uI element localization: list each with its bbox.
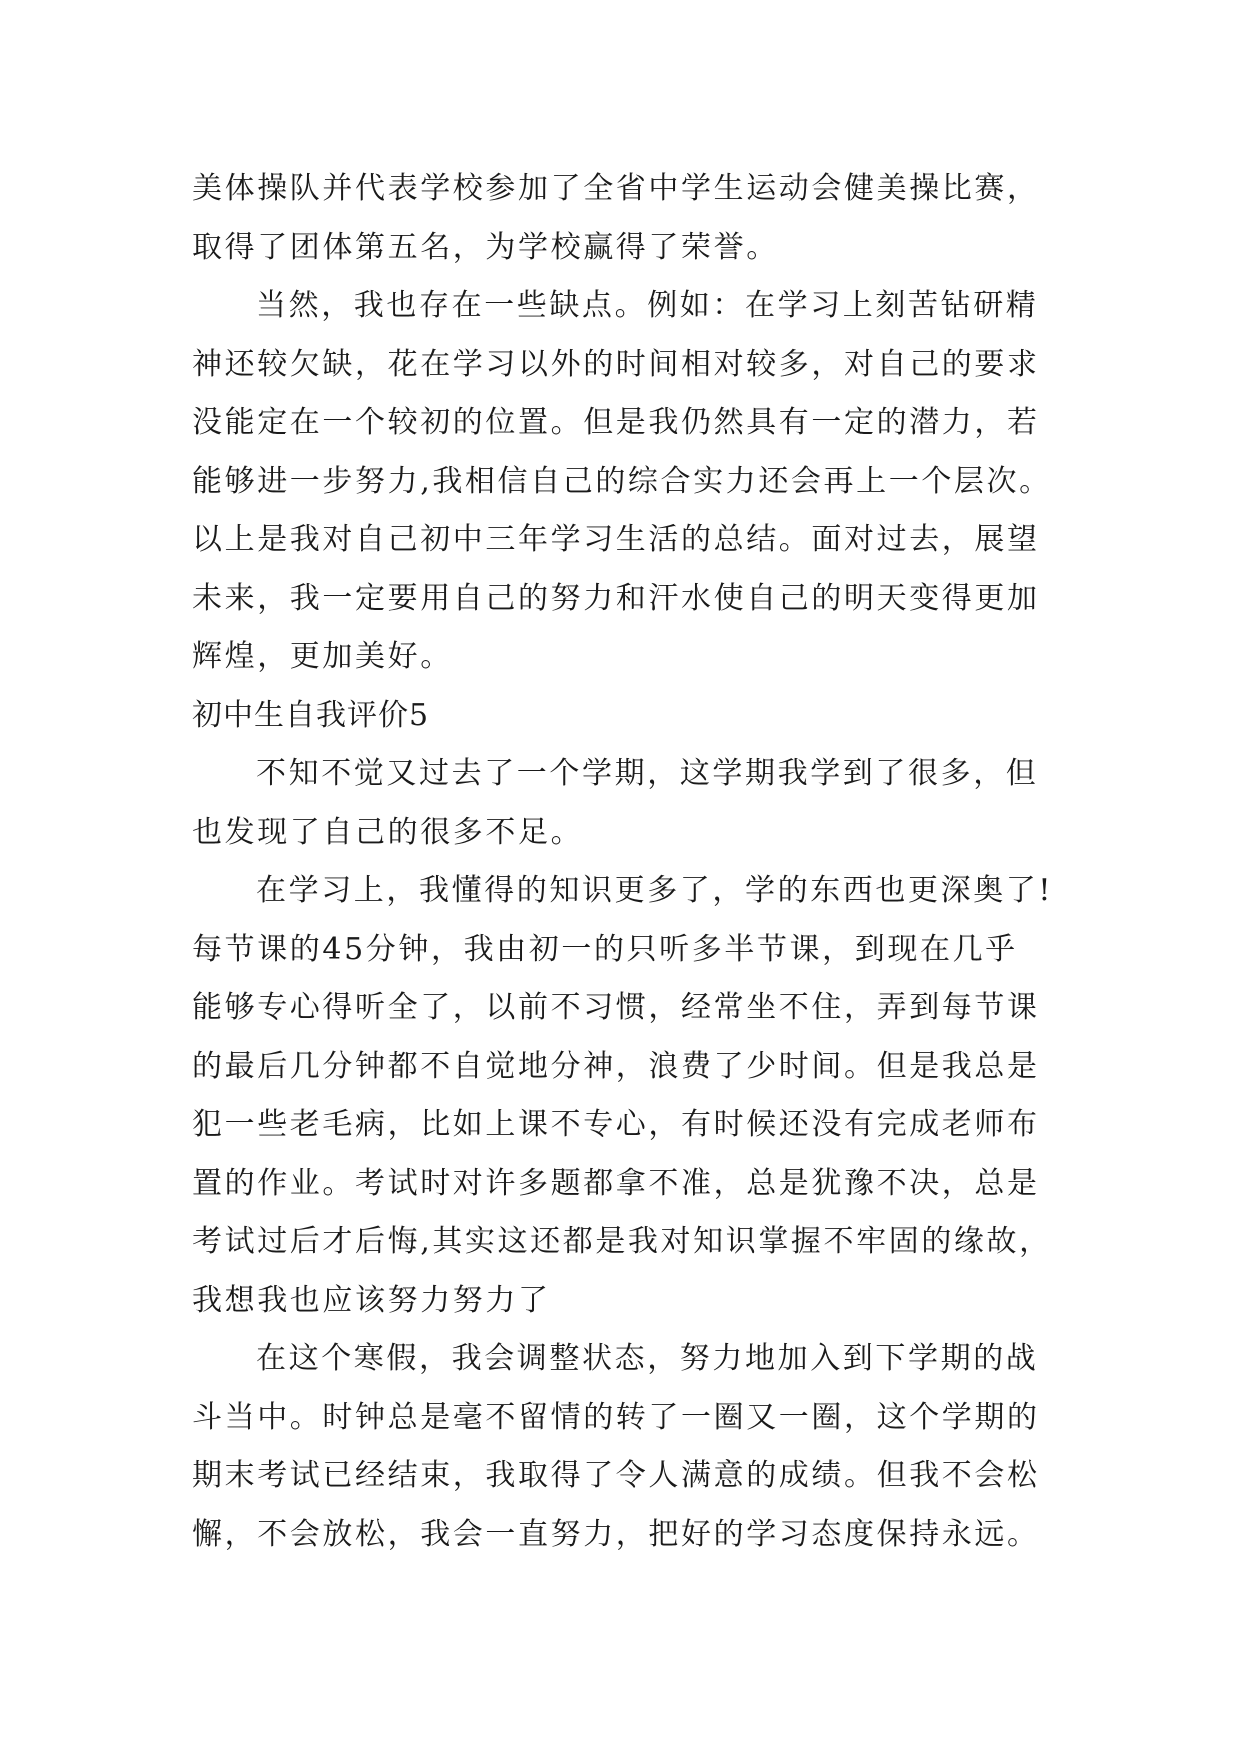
text-line: 美体操队并代表学校参加了全省中学生运动会健美操比赛， <box>192 171 1040 206</box>
text-line: 考试过后才后悔,其实这还都是我对知识掌握不牢固的缘故， <box>192 1224 1052 1259</box>
text-line: 每节课的45分钟，我由初一的只听多半节课，到现在几乎 <box>192 931 1018 967</box>
text-line: 在学习上，我懂得的知识更多了，学的东西也更深奥了! <box>256 873 1054 908</box>
document-body <box>192 160 1052 1564</box>
text-line: 懈，不会放松，我会一直努力，把好的学习态度保持永远。 <box>192 1516 1040 1552</box>
paragraph <box>192 160 1052 277</box>
paragraph <box>192 745 1052 862</box>
text-line: 未来，我一定要用自己的努力和汗水使自己的明天变得更加 <box>192 580 1040 616</box>
text-line: 神还较欠缺，花在学习以外的时间相对较多，对自己的要求 <box>192 346 1040 382</box>
text-line: 能够进一步努力,我相信自己的综合实力还会再上一个层次。 <box>192 463 1052 499</box>
heading-text: 初中生自我评价5 <box>192 697 430 733</box>
paragraph <box>192 862 1052 1330</box>
text-line: 置的作业。考试时对许多题都拿不准，总是犹豫不决，总是 <box>192 1165 1040 1201</box>
text-line: 以上是我对自己初中三年学习生活的总结。面对过去，展望 <box>192 522 1040 557</box>
text-line: 辉煌，更加美好。 <box>192 639 453 674</box>
text-line: 当然，我也存在一些缺点。例如：在学习上刻苦钻研精 <box>256 288 1039 323</box>
text-line: 也发现了自己的很多不足。 <box>192 814 584 850</box>
section-heading <box>192 687 1052 746</box>
paragraph <box>192 1330 1052 1564</box>
text-line: 犯一些老毛病，比如上课不专心，有时候还没有完成老师布 <box>192 1107 1040 1142</box>
text-line: 的最后几分钟都不自觉地分神，浪费了少时间。但是我总是 <box>192 1048 1040 1084</box>
text-line: 没能定在一个较初的位置。但是我仍然具有一定的潜力，若 <box>192 405 1040 440</box>
text-line: 不知不觉又过去了一个学期，这学期我学到了很多，但 <box>256 756 1039 791</box>
paragraph <box>192 277 1052 687</box>
text-line: 取得了团体第五名，为学校赢得了荣誉。 <box>192 229 779 265</box>
text-line: 我想我也应该努力努力了 <box>192 1282 551 1318</box>
text-line: 期末考试已经结束，我取得了令人满意的成绩。但我不会松 <box>192 1458 1040 1493</box>
text-line: 在这个寒假，我会调整状态，努力地加入到下学期的战 <box>256 1341 1039 1376</box>
text-line: 能够专心得听全了，以前不习惯，经常坐不住，弄到每节课 <box>192 990 1040 1025</box>
text-line: 斗当中。时钟总是毫不留情的转了一圈又一圈，这个学期的 <box>192 1399 1040 1435</box>
